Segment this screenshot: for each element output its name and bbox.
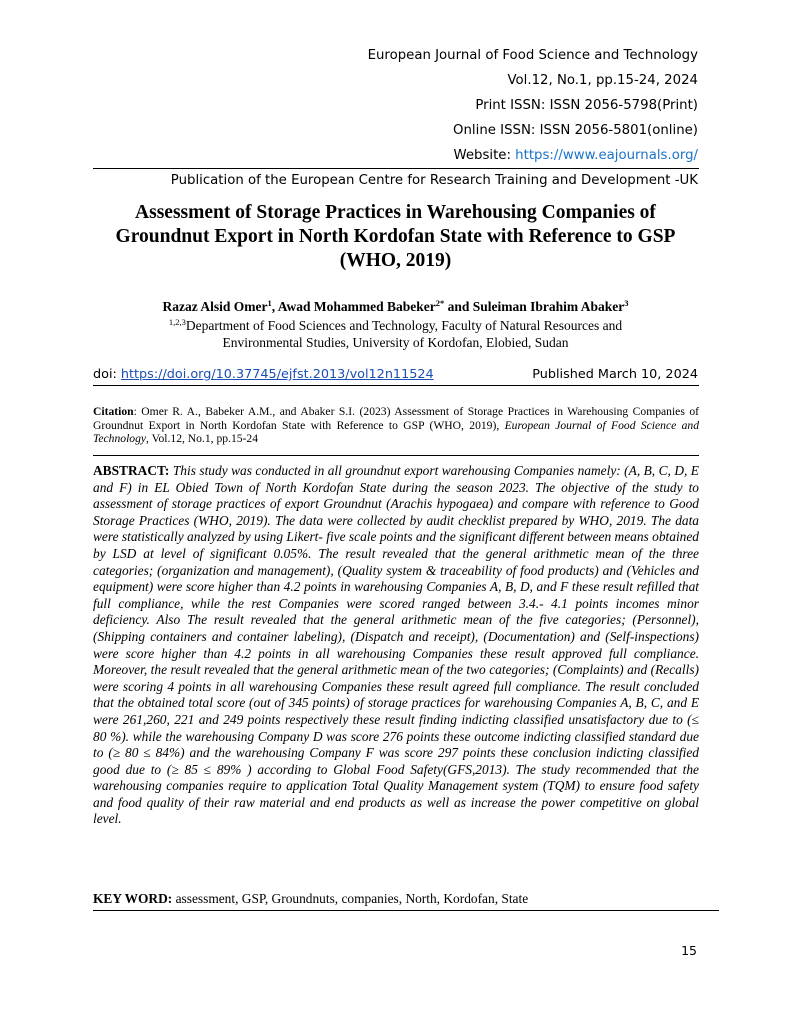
citation-tail: , Vol.12, No.1, pp.15-24 xyxy=(146,432,259,446)
affiliation-line-2: Environmental Studies, University of Kordofan, Elobied, Sudan xyxy=(222,335,569,350)
website-link[interactable]: https://www.eajournals.org/ xyxy=(515,148,698,163)
citation-journal: European Journal of Food Science and Technology xyxy=(93,418,699,446)
doi-link[interactable]: https://doi.org/10.37745/ejfst.2013/vol12n11524 xyxy=(120,367,434,382)
published-date: Published March 10, 2024 xyxy=(532,367,698,382)
citation-text: : Omer R. A., Babeker A.M., and Abaker S.I. (2023) Assessment of Storage Practices in Warehousing Companies of Groundnut Export in North Kordofan State with Reference to GSP (WHO, 2019), xyxy=(93,405,699,432)
author-2-sup: 2* xyxy=(435,298,445,308)
author-list xyxy=(60,298,731,315)
keywords-rule xyxy=(93,910,719,911)
website-label: Website: xyxy=(453,148,516,163)
abstract xyxy=(93,463,699,828)
volume-info: Vol.12, No.1, pp.15-24, 2024 xyxy=(507,73,698,88)
abstract-text: This study was conducted in all groundnut export warehousing Companies namely: (A, B, C, D, E and F) in EL Obied Town of North Kordofan State during the season 2023. The objective of the study to assessment of storage practices of export Groundnut (Arachis hypogaea) and compare with reference to Good Storage Practices (WHO, 2019). The data were collected by audit checklist prepared by WHO, 2019. The data were statistically analyzed by using Likert- five scale points and the significant different between means obtained by LSD at level of significant 0.05%. The result revealed that the general arithmetic mean of the three categories; (organization and management), (Quality system & traceability of food products) and (Vehicles and equipment) were score higher than 4.2 points in warehousing Companies A, B, D, and F these result refilled that full compliance, while the rest Companies were scored ranged between 3.4.- 4.1 points incomes minor deficiency. Also The result revealed that the general arithmetic mean of the five categories; (Personnel), (Shipping containers and container labeling), (Dispatch and receipt), (Documentation) and (Self-inspections) were score higher than 4.2 points in all warehousing Companies these result approved full compliance. Moreover, the result revealed that the general arithmetic mean of the two categories; (Complaints) and (Recalls) were scoring 4 points in all warehousing Companies these result agreed full compliance. The result concluded that the obtained total score (out of 345 points) of storage practices for warehousing Companies A, B, C, and E were 261,260, 221 and 249 points respectively these result finding indicting classified unsatisfactory due to (≤ 80 %). while the warehousing Company D was score 276 points these outcome indicting classified standard due to (≥ 80 ≤ 84%) and the warehousing Company F was score 297 points these conclusion indicting classified good due to (≥ 85 ≤ 89% ) according to Global Food Safety(GFS,2013). The study recommended that the warehousing companies require to application Total Quality Management system (TQM) to ensure food safety and food quality of their raw material and end products as well as increase the power competitive on global level. xyxy=(93,463,699,827)
publisher-line: Publication of the European Centre for Research Training and Development -UK xyxy=(170,173,698,188)
title-line-2: Groundnut Export in North Kordofan State with Reference to GSP xyxy=(115,226,676,247)
author-1-sup: 1 xyxy=(267,298,272,308)
keywords-label: KEY WORD: xyxy=(93,891,173,906)
print-issn: Print ISSN: ISSN 2056-5798(Print) xyxy=(475,98,698,113)
title-line-3: (WHO, 2019) xyxy=(339,250,452,271)
page-number: 15 xyxy=(681,943,697,958)
doi-label: doi: xyxy=(93,367,121,382)
journal-name: European Journal of Food Science and Technology xyxy=(367,48,698,63)
author-3: and Suleiman Ibrahim Abaker xyxy=(444,299,625,314)
website-line xyxy=(453,148,698,163)
online-issn: Online ISSN: ISSN 2056-5801(online) xyxy=(453,123,698,138)
header-rule xyxy=(93,168,699,169)
keywords-text: assessment, GSP, Groundnuts, companies, North, Kordofan, State xyxy=(172,891,529,906)
citation-label: Citation xyxy=(93,405,134,418)
doi-rule xyxy=(93,385,699,386)
author-2: , Awad Mohammed Babeker xyxy=(271,299,436,314)
doi-line xyxy=(93,367,434,382)
citation-rule xyxy=(93,455,699,456)
author-3-sup: 3 xyxy=(624,298,629,308)
author-1: Razaz Alsid Omer xyxy=(162,299,268,314)
affiliation xyxy=(60,314,731,351)
citation xyxy=(93,405,699,446)
affiliation-line-1: Department of Food Sciences and Technology, Faculty of Natural Resources and xyxy=(185,318,623,333)
keywords xyxy=(93,891,528,907)
abstract-label: ABSTRACT: xyxy=(93,463,170,478)
paper-title xyxy=(70,201,721,273)
title-line-1: Assessment of Storage Practices in Warehousing Companies of xyxy=(135,202,656,223)
affiliation-sup: 1,2,3 xyxy=(168,317,186,327)
